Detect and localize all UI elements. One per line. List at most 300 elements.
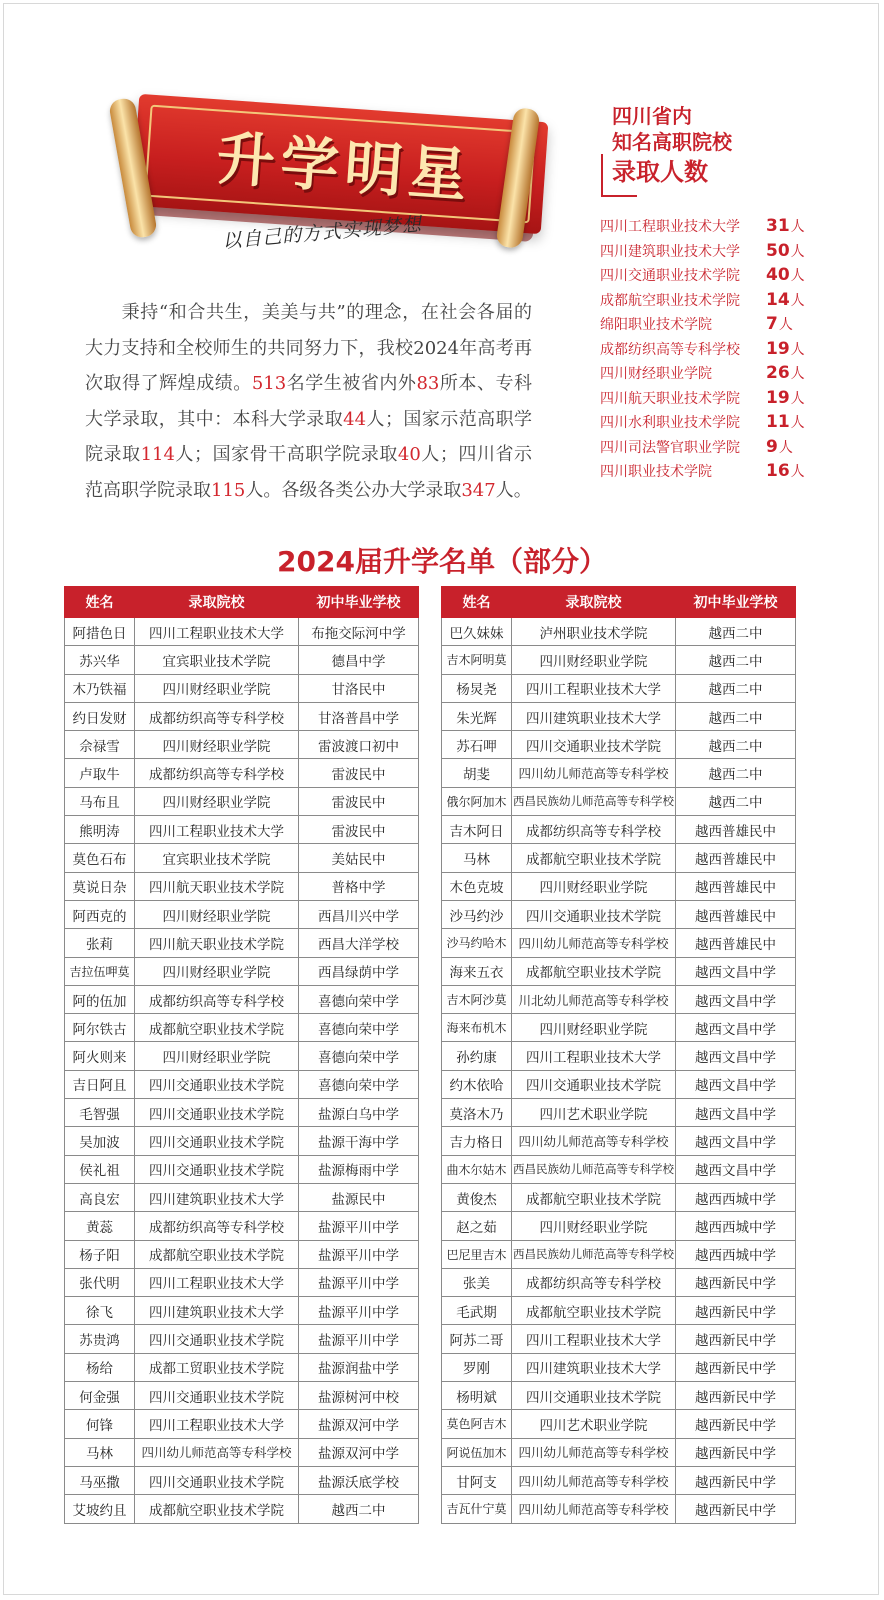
banner-title: 升学明星 [214,124,475,210]
middle-school-cell: 盐源沃底学校 [299,1466,419,1494]
college-cell: 四川建筑职业技术大学 [512,1353,676,1381]
table-row [442,1353,796,1381]
college-cell: 川北幼儿师范高等专科学校 [512,985,676,1013]
middle-school-cell: 盐源梅雨中学 [299,1155,419,1183]
middle-school-cell: 盐源润盐中学 [299,1353,419,1381]
middle-school-cell: 盐源干海中学 [299,1127,419,1155]
header-college: 录取院校 [512,587,676,618]
highlight-number: 40 [397,444,421,466]
student-name-cell: 吴加波 [65,1127,135,1155]
college-cell: 四川财经职业学院 [135,1042,299,1070]
table-row [65,1212,419,1240]
stat-count: 31 [766,216,790,237]
college-cell: 四川工程职业技术大学 [135,1268,299,1296]
student-name-cell: 吉木阿日 [442,816,512,844]
college-cell: 四川交通职业技术学院 [135,1127,299,1155]
table-row [442,844,796,872]
college-cell: 四川工程职业技术大学 [135,618,299,646]
college-cell: 四川交通职业技术学院 [135,1070,299,1098]
highlight-number: 513 [251,373,287,395]
middle-school-cell: 喜德向荣中学 [299,1070,419,1098]
header-name: 姓名 [65,587,135,618]
highlight-number: 115 [211,479,246,501]
student-name-cell: 侯礼祖 [65,1155,135,1183]
stats-title: 四川省内 知名高职院校 录取人数 [612,104,732,186]
stat-row [600,337,820,362]
stat-school: 四川工程职业技术大学 [600,219,740,236]
student-name-cell: 杨明斌 [442,1382,512,1410]
header-name: 姓名 [442,587,512,618]
college-cell: 四川交通职业技术学院 [135,1099,299,1127]
stat-school: 四川建筑职业技术大学 [600,243,740,260]
middle-school-cell: 盐源白乌中学 [299,1099,419,1127]
college-cell: 四川财经职业学院 [512,646,676,674]
stat-school: 四川司法警官职业学院 [600,439,740,456]
college-cell: 四川财经职业学院 [512,1212,676,1240]
middle-school-cell: 越西二中 [299,1495,419,1523]
middle-school-cell: 越西文昌中学 [676,1099,796,1127]
table-row [442,1297,796,1325]
stats-list [600,214,820,484]
table-row [442,985,796,1013]
table-row [65,1410,419,1438]
middle-school-cell: 越西新民中学 [676,1382,796,1410]
stat-row [600,239,820,264]
stat-row [600,459,820,484]
college-cell: 四川财经职业学院 [135,957,299,985]
middle-school-cell: 越西普雄民中 [676,816,796,844]
college-cell: 成都航空职业技术学院 [135,1495,299,1523]
student-name-cell: 艾坡约且 [65,1495,135,1523]
middle-school-cell: 甘洛民中 [299,674,419,702]
middle-school-cell: 盐源平川中学 [299,1325,419,1353]
middle-school-cell: 越西二中 [676,674,796,702]
middle-school-cell: 越西西城中学 [676,1240,796,1268]
stat-school: 成都航空职业技术学院 [600,292,740,309]
middle-school-cell: 越西文昌中学 [676,1014,796,1042]
middle-school-cell: 美姑民中 [299,844,419,872]
college-cell: 四川航天职业技术学院 [135,872,299,900]
table-row [65,985,419,1013]
stat-count: 16 [766,461,790,482]
table-row [65,1466,419,1494]
middle-school-cell: 喜德向荣中学 [299,1042,419,1070]
stat-unit: 人 [790,341,805,358]
table-row [442,929,796,957]
middle-school-cell: 盐源平川中学 [299,1268,419,1296]
student-name-cell: 张美 [442,1268,512,1296]
stat-unit: 人 [790,292,805,309]
stat-row [600,361,820,386]
student-name-cell: 沙马约哈木 [442,929,512,957]
student-name-cell: 马林 [442,844,512,872]
middle-school-cell: 越西新民中学 [676,1325,796,1353]
roster-table-left [64,586,419,1524]
table-row [442,1382,796,1410]
student-name-cell: 苏贵鸿 [65,1325,135,1353]
table-row [442,759,796,787]
table-row [65,1325,419,1353]
middle-school-cell: 越西二中 [676,731,796,759]
college-cell: 四川财经职业学院 [512,872,676,900]
middle-school-cell: 越西二中 [676,787,796,815]
college-cell: 四川建筑职业技术大学 [512,702,676,730]
college-cell: 成都纺织高等专科学校 [135,702,299,730]
college-cell: 成都纺织高等专科学校 [512,1268,676,1296]
header-middle-school: 初中毕业学校 [676,587,796,618]
middle-school-cell: 盐源平川中学 [299,1212,419,1240]
student-name-cell: 马巫撒 [65,1466,135,1494]
table-row [65,816,419,844]
header-middle-school: 初中毕业学校 [299,587,419,618]
middle-school-cell: 盐源双河中学 [299,1438,419,1466]
student-name-cell: 海来布机木 [442,1014,512,1042]
middle-school-cell: 越西二中 [676,759,796,787]
stat-count: 26 [766,363,790,384]
table-row [442,1070,796,1098]
table-row [65,929,419,957]
table-row [442,1155,796,1183]
stat-unit: 人 [790,243,805,260]
table-row [65,1438,419,1466]
middle-school-cell: 越西新民中学 [676,1353,796,1381]
table-row [65,1297,419,1325]
college-cell: 四川交通职业技术学院 [512,731,676,759]
stat-count: 40 [766,265,790,286]
student-name-cell: 苏石呷 [442,731,512,759]
student-name-cell: 何金强 [65,1382,135,1410]
student-name-cell: 阿火则来 [65,1042,135,1070]
student-name-cell: 马布且 [65,787,135,815]
college-cell: 四川工程职业技术大学 [512,674,676,702]
table-row [442,1099,796,1127]
college-cell: 四川财经职业学院 [135,674,299,702]
college-cell: 四川交通职业技术学院 [512,1382,676,1410]
student-name-cell: 阿说伍加木 [442,1438,512,1466]
student-name-cell: 张代明 [65,1268,135,1296]
student-name-cell: 马林 [65,1438,135,1466]
college-cell: 宜宾职业技术学院 [135,844,299,872]
stat-unit: 人 [778,439,793,456]
middle-school-cell: 德昌中学 [299,646,419,674]
table-header-row [65,587,419,618]
student-name-cell: 吉木阿明莫 [442,646,512,674]
stat-row [600,312,820,337]
middle-school-cell: 盐源平川中学 [299,1240,419,1268]
college-cell: 成都纺织高等专科学校 [512,816,676,844]
table-row [442,1212,796,1240]
student-name-cell: 阿西克的 [65,900,135,928]
college-cell: 四川交通职业技术学院 [512,1070,676,1098]
table-row [442,816,796,844]
table-row [442,787,796,815]
college-cell: 四川艺术职业学院 [512,1099,676,1127]
table-row [65,1042,419,1070]
student-name-cell: 甘阿支 [442,1466,512,1494]
middle-school-cell: 雷波渡口初中 [299,731,419,759]
table-row [65,1099,419,1127]
middle-school-cell: 越西文昌中学 [676,1070,796,1098]
student-name-cell: 吉瓦什宁莫 [442,1495,512,1523]
banner-scroll [110,90,570,280]
table-row [442,1495,796,1523]
table-row [442,646,796,674]
student-name-cell: 阿尔铁古 [65,1014,135,1042]
student-name-cell: 胡斐 [442,759,512,787]
stat-row [600,435,820,460]
student-name-cell: 莫色阿吉木 [442,1410,512,1438]
stat-row [600,288,820,313]
roster-table-right [441,586,796,1524]
college-cell: 成都航空职业技术学院 [512,1297,676,1325]
student-name-cell: 苏兴华 [65,646,135,674]
student-name-cell: 吉力格日 [442,1127,512,1155]
middle-school-cell: 盐源民中 [299,1183,419,1211]
stat-school: 成都纺织高等专科学校 [600,341,740,358]
table-row [65,731,419,759]
middle-school-cell: 越西普雄民中 [676,900,796,928]
student-name-cell: 木乃铁福 [65,674,135,702]
table-row [442,1438,796,1466]
middle-school-cell: 西昌绿荫中学 [299,957,419,985]
college-cell: 四川幼儿师范高等专科学校 [512,1495,676,1523]
middle-school-cell: 布拖交际河中学 [299,618,419,646]
college-cell: 四川航天职业技术学院 [135,929,299,957]
table-row [65,1014,419,1042]
college-cell: 宜宾职业技术学院 [135,646,299,674]
highlight-number: 44 [343,408,367,430]
table-row [65,1495,419,1523]
header-college: 录取院校 [135,587,299,618]
middle-school-cell: 越西新民中学 [676,1466,796,1494]
student-name-cell: 熊明涛 [65,816,135,844]
middle-school-cell: 越西文昌中学 [676,1042,796,1070]
table-row [442,1410,796,1438]
table-row [442,957,796,985]
student-name-cell: 黄蕊 [65,1212,135,1240]
student-name-cell: 罗刚 [442,1353,512,1381]
middle-school-cell: 越西普雄民中 [676,929,796,957]
college-cell: 成都航空职业技术学院 [512,1183,676,1211]
college-cell: 四川工程职业技术大学 [135,1410,299,1438]
college-cell: 四川幼儿师范高等专科学校 [512,1466,676,1494]
middle-school-cell: 越西文昌中学 [676,985,796,1013]
table-row [65,957,419,985]
college-cell: 四川财经职业学院 [135,731,299,759]
college-cell: 四川财经职业学院 [135,900,299,928]
table-row [65,1127,419,1155]
student-name-cell: 吉日阿且 [65,1070,135,1098]
student-name-cell: 莫洛木乃 [442,1099,512,1127]
student-name-cell: 毛智强 [65,1099,135,1127]
table-header-row [442,587,796,618]
middle-school-cell: 喜德向荣中学 [299,985,419,1013]
stat-count: 50 [766,240,790,261]
middle-school-cell: 盐源平川中学 [299,1297,419,1325]
stat-count: 19 [766,387,790,408]
table-row [65,702,419,730]
student-name-cell: 莫色石布 [65,844,135,872]
student-name-cell: 黄俊杰 [442,1183,512,1211]
middle-school-cell: 西昌川兴中学 [299,900,419,928]
stat-count: 14 [766,289,790,310]
table-row [442,872,796,900]
college-cell: 四川建筑职业技术大学 [135,1183,299,1211]
table-row [65,646,419,674]
student-name-cell: 卢取牛 [65,759,135,787]
student-name-cell: 吉拉伍呷莫 [65,957,135,985]
student-name-cell: 杨炅尧 [442,674,512,702]
table-row [442,1466,796,1494]
middle-school-cell: 雷波民中 [299,787,419,815]
student-name-cell: 沙马约沙 [442,900,512,928]
middle-school-cell: 越西文昌中学 [676,957,796,985]
table-row [65,1382,419,1410]
stat-unit: 人 [790,464,805,481]
middle-school-cell: 越西新民中学 [676,1495,796,1523]
stat-count: 11 [766,412,790,433]
student-name-cell: 杨给 [65,1353,135,1381]
college-cell: 四川交通职业技术学院 [135,1325,299,1353]
college-cell: 四川财经职业学院 [135,787,299,815]
student-name-cell: 张莉 [65,929,135,957]
middle-school-cell: 西昌大洋学校 [299,929,419,957]
student-name-cell: 朱光辉 [442,702,512,730]
middle-school-cell: 越西新民中学 [676,1297,796,1325]
stat-school: 四川交通职业技术学院 [600,268,740,285]
student-name-cell: 杨子阳 [65,1240,135,1268]
college-cell: 四川幼儿师范高等专科学校 [512,1438,676,1466]
middle-school-cell: 越西西城中学 [676,1212,796,1240]
student-name-cell: 俄尔阿加木 [442,787,512,815]
stat-count: 19 [766,338,790,359]
table-row [65,1353,419,1381]
student-name-cell: 巴尼里吉木 [442,1240,512,1268]
college-cell: 四川幼儿师范高等专科学校 [512,929,676,957]
table-row [442,618,796,646]
middle-school-cell: 越西二中 [676,646,796,674]
stat-unit: 人 [790,219,805,236]
student-name-cell: 约木依哈 [442,1070,512,1098]
stat-count: 9 [766,436,778,457]
student-name-cell: 巴久妹妹 [442,618,512,646]
stat-row [600,214,820,239]
college-cell: 四川幼儿师范高等专科学校 [135,1438,299,1466]
middle-school-cell: 越西普雄民中 [676,844,796,872]
student-name-cell: 阿苏二哥 [442,1325,512,1353]
stat-count: 7 [766,314,778,335]
middle-school-cell: 越西二中 [676,618,796,646]
college-cell: 成都航空职业技术学院 [135,1014,299,1042]
college-cell: 西昌民族幼儿师范高等专科学校 [512,787,676,815]
student-name-cell: 海来五衣 [442,957,512,985]
college-cell: 成都纺织高等专科学校 [135,759,299,787]
highlight-number: 114 [140,444,175,466]
college-cell: 四川交通职业技术学院 [135,1155,299,1183]
table-row [442,900,796,928]
table-row [65,844,419,872]
student-name-cell: 约日发财 [65,702,135,730]
middle-school-cell: 越西文昌中学 [676,1155,796,1183]
college-cell: 四川交通职业技术学院 [512,900,676,928]
stat-school: 四川财经职业学院 [600,366,712,383]
table-row [442,674,796,702]
stats-accent-bar [601,154,603,196]
middle-school-cell: 越西西城中学 [676,1183,796,1211]
stat-unit: 人 [790,415,805,432]
college-cell: 四川交通职业技术学院 [135,1466,299,1494]
college-cell: 成都航空职业技术学院 [512,957,676,985]
college-cell: 四川幼儿师范高等专科学校 [512,759,676,787]
student-name-cell: 徐飞 [65,1297,135,1325]
table-row [442,1127,796,1155]
stat-unit: 人 [790,390,805,407]
middle-school-cell: 越西普雄民中 [676,872,796,900]
middle-school-cell: 越西新民中学 [676,1410,796,1438]
college-cell: 四川工程职业技术大学 [135,816,299,844]
student-name-cell: 佘禄雪 [65,731,135,759]
college-cell: 四川交通职业技术学院 [135,1382,299,1410]
student-name-cell: 何锋 [65,1410,135,1438]
student-name-cell: 莫说日杂 [65,872,135,900]
middle-school-cell: 喜德向荣中学 [299,1014,419,1042]
college-cell: 四川建筑职业技术大学 [135,1297,299,1325]
table-row [442,1268,796,1296]
table-row [65,1268,419,1296]
stat-unit: 人 [778,317,793,334]
college-cell: 成都纺织高等专科学校 [135,985,299,1013]
table-row [65,674,419,702]
stat-row [600,410,820,435]
middle-school-cell: 盐源双河中学 [299,1410,419,1438]
stat-school: 四川职业技术学院 [600,464,712,481]
middle-school-cell: 越西文昌中学 [676,1127,796,1155]
highlight-number: 347 [461,479,496,501]
student-name-cell: 吉木阿沙莫 [442,985,512,1013]
middle-school-cell: 甘洛普昌中学 [299,702,419,730]
student-name-cell: 阿的伍加 [65,985,135,1013]
table-row [65,1070,419,1098]
middle-school-cell: 雷波民中 [299,759,419,787]
table-row [65,900,419,928]
table-row [442,702,796,730]
middle-school-cell: 普格中学 [299,872,419,900]
college-cell: 四川财经职业学院 [512,1014,676,1042]
table-row [442,1183,796,1211]
college-cell: 西昌民族幼儿师范高等专科学校 [512,1155,676,1183]
college-cell: 泸州职业技术学院 [512,618,676,646]
college-cell: 四川幼儿师范高等专科学校 [512,1127,676,1155]
stat-row [600,263,820,288]
table-row [442,1325,796,1353]
college-cell: 四川艺术职业学院 [512,1410,676,1438]
middle-school-cell: 越西二中 [676,702,796,730]
student-name-cell: 曲木尔姑木 [442,1155,512,1183]
student-name-cell: 孙约康 [442,1042,512,1070]
student-name-cell: 赵之茹 [442,1212,512,1240]
banner-slogan: 以自己的方式实现梦想 [221,213,423,253]
highlight-number: 83 [416,373,440,395]
table-row [442,731,796,759]
table-row [65,1155,419,1183]
stats-accent-underline [601,195,637,197]
stat-school: 四川航天职业技术学院 [600,390,740,407]
college-cell: 成都航空职业技术学院 [135,1240,299,1268]
stat-row [600,386,820,411]
intro-paragraph: 秉持“和合共生，美美与共”的理念，在社会各届的大力支持和全校师生的共同努力下，我校2024年高考再次取得了辉煌成绩。513名学生被省内外83所本、专科大学录取，其中：本科大学录取44人；国家示范高职学院录取114人；国家骨干高职学院录取40人；四川省示范高职学院录取115人。各级各类公办大学录取347人。 [85,302,533,501]
table-row [442,1014,796,1042]
college-cell: 四川工程职业技术大学 [512,1325,676,1353]
